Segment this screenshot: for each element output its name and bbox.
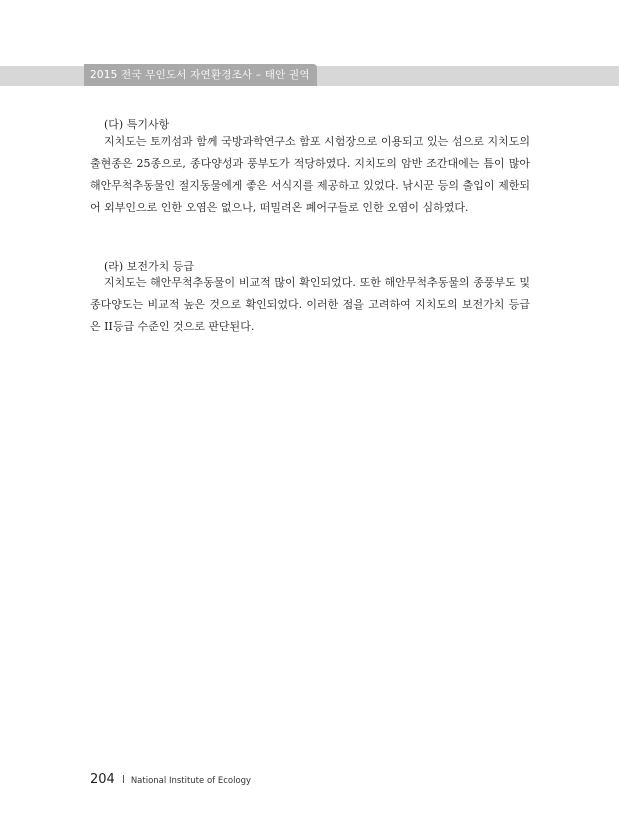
footer-divider [123,775,124,783]
section-heading-special-notes: (다) 특기사항 [104,118,170,131]
section-heading-conservation-grade: (라) 보전가치 등급 [104,260,194,273]
running-header-title: 2015 전국 무인도서 자연환경조사 – 태안 권역 [90,69,310,81]
section-body-special-notes: 지치도는 토끼섬과 함께 국방과학연구소 함포 시험장으로 이용되고 있는 섬으로 지치도의 출현종은 25종으로, 종다양성과 풍부도가 적당하였다. 지치도의 암반 조간대에는 틈이 많아 해안무척추동물인 절지동물에게 좋은 서식지를 제공하고 있었다. 낚시꾼 등의 출입이 제한되어 외부인으로 인한 오염은 없으나, 떠밀려온 폐어구들로 인한 오염이 심하였다. [90,135,530,214]
page-footer [90,772,251,790]
page-number: 204 [90,772,115,787]
section-body-conservation-grade: 지치도는 해안무척추동물이 비교적 많이 확인되었다. 또한 해안무척추동물의 종풍부도 및 종다양도는 비교적 높은 것으로 확인되었다. 이러한 점을 고려하여 지치도의 보전가치 등급은 II등급 수준인 것으로 판단된다. [90,276,530,333]
footer-organization: National Institute of Ecology [130,776,252,786]
